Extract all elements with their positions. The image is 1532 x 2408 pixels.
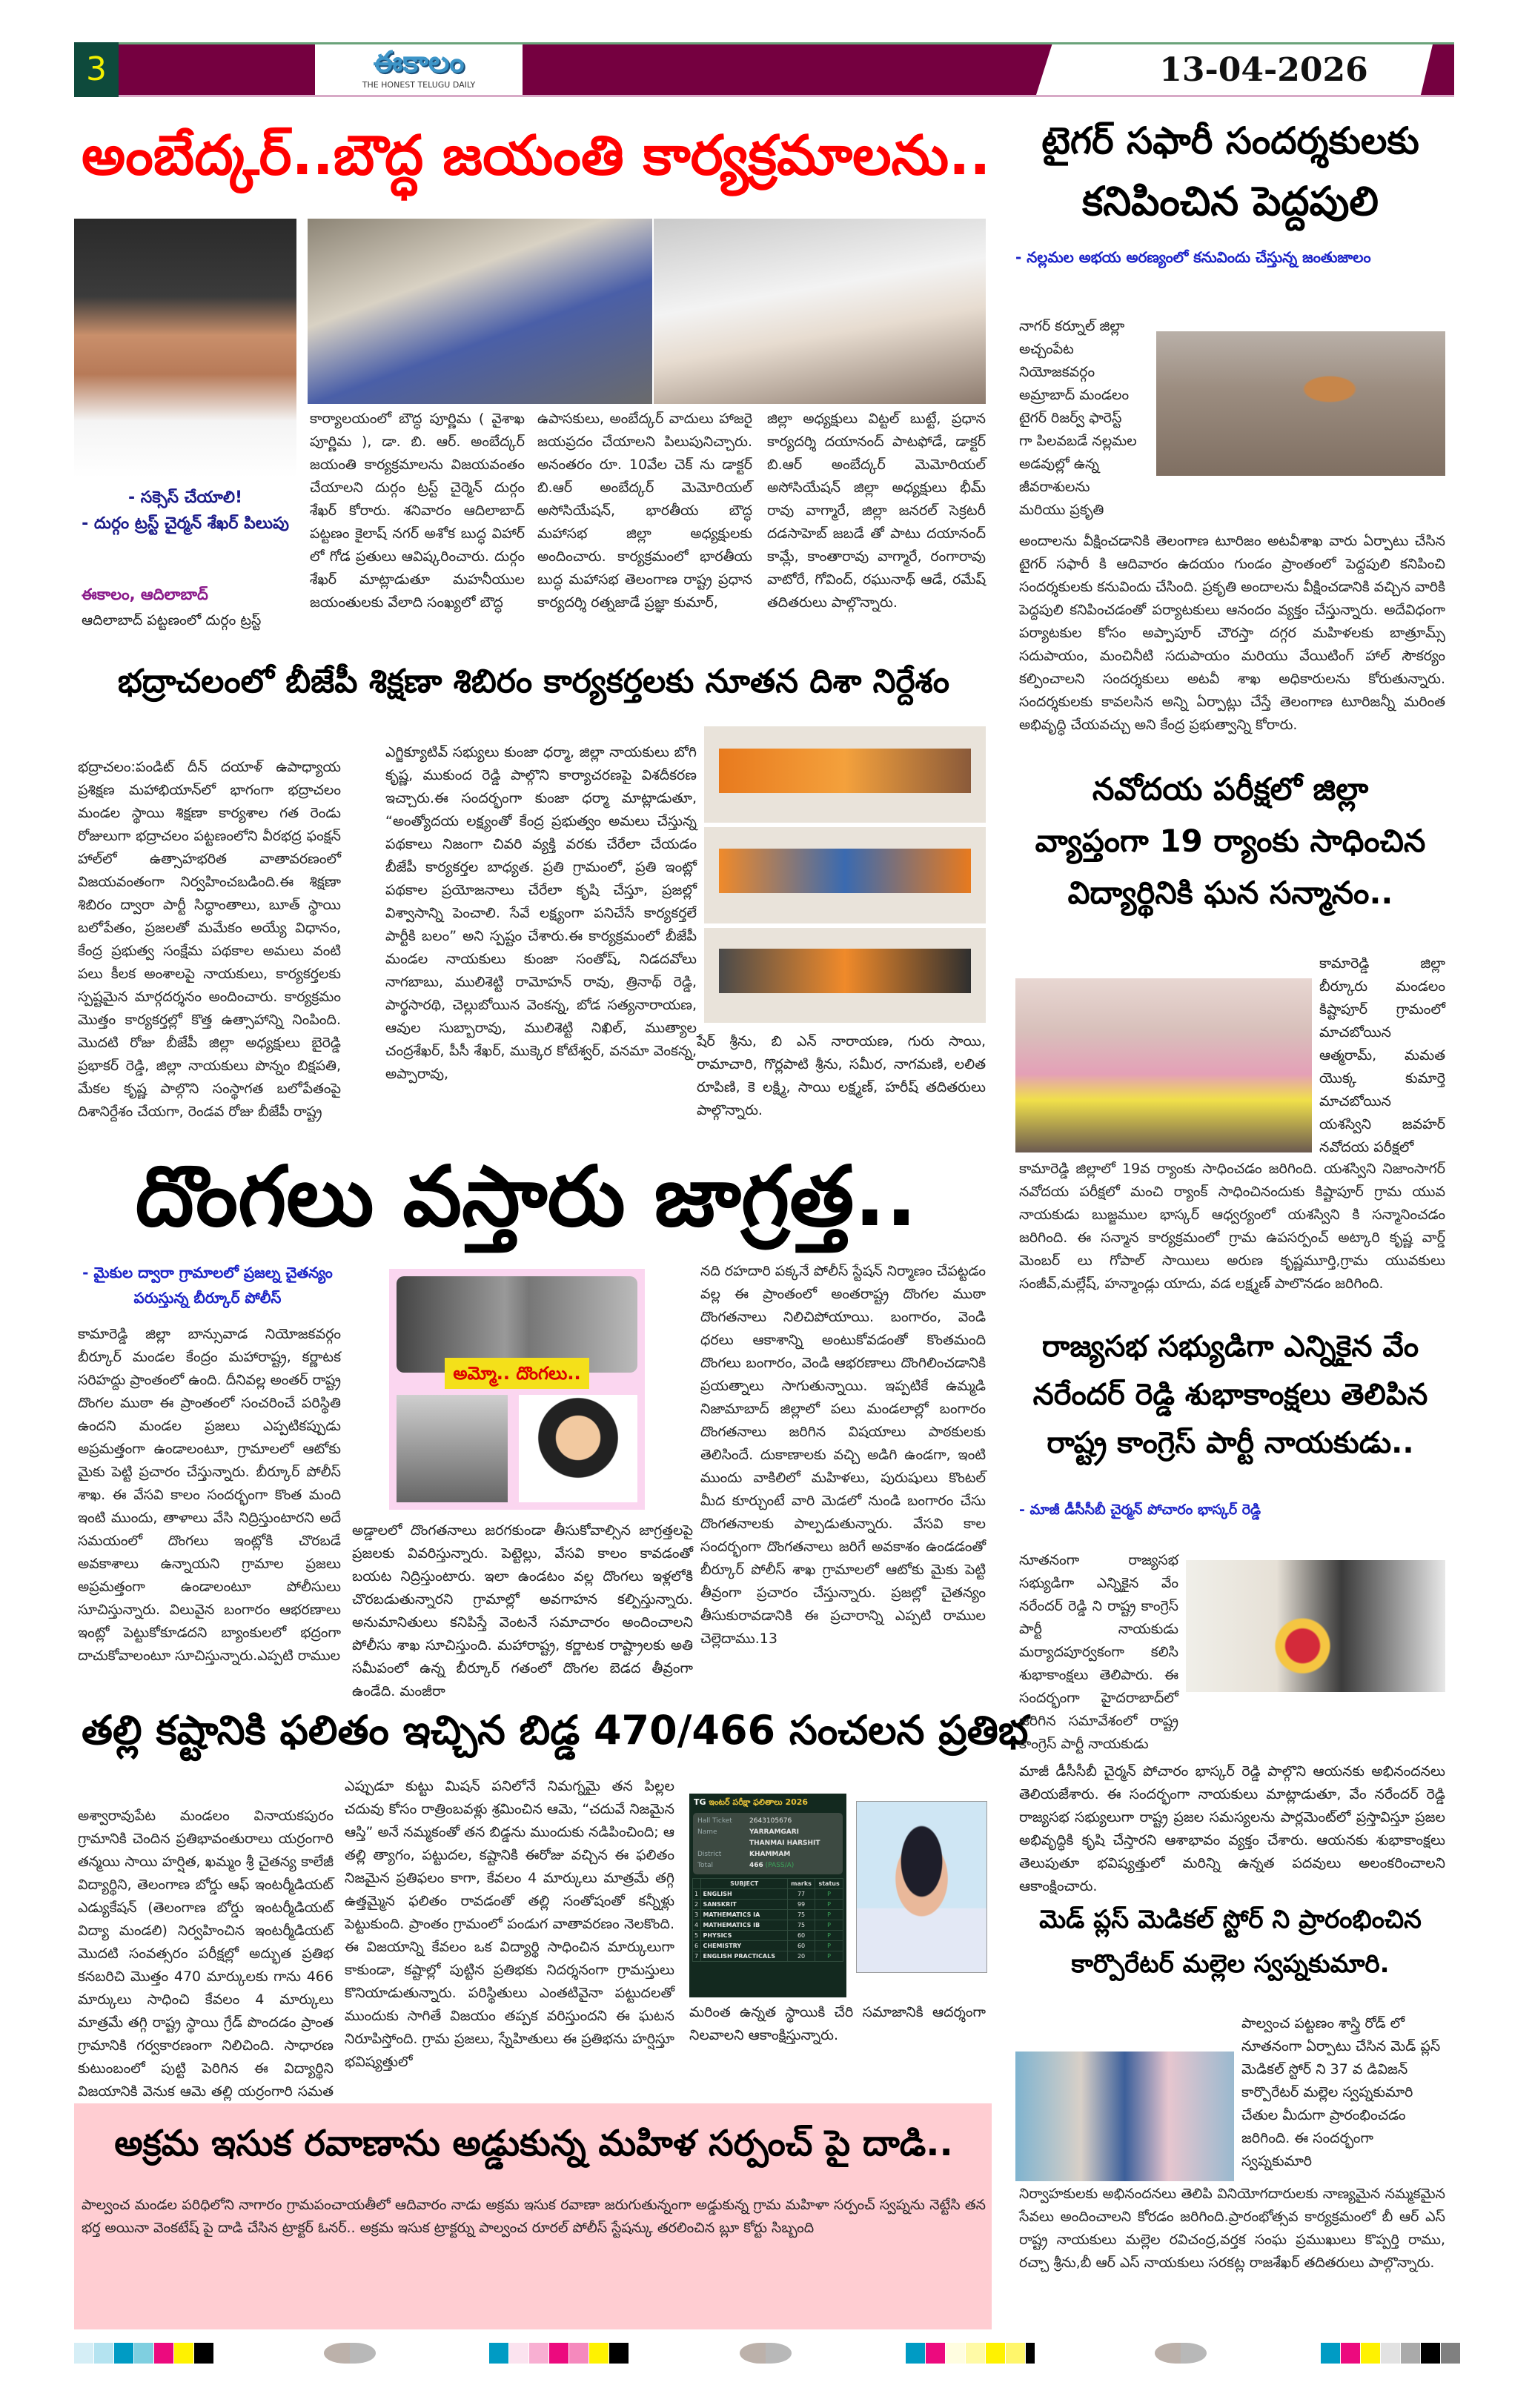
registration-mark [1155,2343,1207,2364]
photo-narender-reddy-greeting [1186,1560,1445,1692]
headline-inter-result: తల్లి కష్టానికి ఫలితం ఇచ్చిన బిడ్డ 470/466 సంచలన ప్రతిభ [82,1707,1029,1754]
photo-cheque-handover [654,219,986,404]
field-value: YARRAMGARI THANMAI HARSHIT [749,1828,820,1847]
illustration-thieves [389,1269,645,1510]
newspaper-logo [315,44,523,95]
field-label: Hall Ticket [697,1817,732,1825]
logo-tagline: THE HONEST TELUGU DAILY [362,80,476,90]
headline-tiger-line2: కనిపించిన పెద్దపులి [1082,178,1379,225]
marks-cell: 60 [787,1941,815,1951]
ambedkar-col4: జిల్లా అధ్యక్షులు విట్టల్ బుట్టే, ప్రధాన కార్యదర్శి దయానంద్ పాటఫోడే, డాక్టర్ బి.ఆర్ అంబేద్కర్ మెమోరియల్ అసోసియేషన్ జిల్లా అధ్యక్షులు భీమ్ రావు వాగ్మారే, జిల్లా జనరల్ సెక్రటరీ దడసాహెబ్ జబడే తో పాటు దయానంద్ కామ్లే, కాంతారావు వాగ్మారే, రంగారావు వాటోరే, గోవింద్, రఘునాథ్ ఆడే, రమేష్ తదితరులు పాల్గొన్నారు. [767,411,986,611]
logo-wordmark: ఈకాలం [373,45,465,79]
headline-navodaya-line1: నవోదయ పరీక్షలో జిల్లా [1092,771,1369,807]
marks-cell: MATHEMATICS IB [701,1920,787,1931]
marks-cell: 60 [787,1931,815,1941]
marks-col-header: status [815,1879,843,1889]
marks-col-header: SUBJECT [701,1879,787,1889]
marks-cell: P [815,1951,843,1962]
inter-col1: అశ్వారావుపేట మండలం వినాయకపురం గ్రామానికి చెందిన ప్రతిభావంతురాలు యర్రంగారి తన్మయి సాయి హర్షిత, ఖమ్మం శ్రీ చైతన్య కాలేజీ విద్యార్థిని, తెలంగాణ బోర్డు ఆఫ్ ఇంటర్మీడియట్ ఎడ్యుకేషన్ (తెలంగాణ బోర్డు ఇంటర్మీడియట్ విద్యా మండలి) నిర్వహించిన ఇంటర్మీడియట్ మొదటి సంవత్సరం పరీక్షల్లో అద్భుత ప్రతిభ కనబరిచి మొత్తం 470 మార్కులకు గాను 466 మార్కులు సాధించి కేవలం 4 మార్కులు మాత్రమే తగ్గి రాష్ట్ర స్థాయి గ్రేడ్ పొందడం ప్రాంత గ్రామానికి గర్వకారణంగా నిలిచింది. సాధారణ కుటుంబంలో పుట్టి పెరిగిన ఈ విద్యార్థిని విజయానికి వెనుక ఆమె తల్లి యర్రంగారి సమత [78,1808,334,2100]
photo-tiger [1156,331,1445,476]
marks-cell: 77 [787,1889,815,1900]
headline-rajyasabha-line1: రాజ్యసభ సభ్యుడిగా ఎన్నికైన వేం [1041,1330,1419,1364]
result-card-tg: TG [694,1797,706,1807]
bhadrachalam-col1: భద్రాచలం:పండిట్ దీన్ దయాళ్ ఉపాధ్యాయ ప్రశిక్షణ మహాభియాన్‌లో భాగంగా భద్రాచలం మండల స్థాయి శిక్షణా కార్యశాల గత రెండు రోజులుగా భద్రాచలం పట్టణంలోని వీరభద్ర ఫంక్షన్ హాల్‌లో ఉత్సాహభరిత వాతావరణంలో విజయవంతంగా నిర్వహించబడింది.ఈ శిక్షణా శిబిరం ద్వారా పార్టీ సిద్ధాంతాలు, బూత్ స్థాయి బలోపేతం, ప్రజలతో మమేకం అయ్యే విధానం, కేంద్ర ప్రభుత్వ సంక్షేమ పథకాల అమలు వంటి పలు కీలక అంశాలపై నాయకులు, కార్యకర్తలకు స్పష్టమైన మార్గదర్శనం అందించారు. కార్యక్రమం మొత్తం కార్యకర్తల్లో కొత్త ఉత్సాహాన్ని నింపింది. మొదటి రోజు బీజేపీ జిల్లా అధ్యక్షులు బైరెడ్డి ప్రభాకర్ రెడ్డి, జిల్లా నాయకులు పొన్నం బిక్షపతి, మేకల కృష్ణ పాల్గొని సంస్థాగత బలోపేతంపై దిశానిర్దేశం చేయగా, రెండవ రోజు బీజేపీ రాష్ట్ర [78,759,341,1120]
bhadrachalam-col2: ఎగ్జిక్యూటివ్ సభ్యులు కుంజా ధర్మా, జిల్లా నాయకులు బోగి కృష్ణ, ముకుంద రెడ్డి పాల్గొని కార్యాచరణపై విశదీకరణ ఇచ్చారు.ఈ సందర్భంగా కుంజా ధర్మా మాట్లాడుతూ, “అంత్యోదయ లక్ష్యంతో కేంద్ర ప్రభుత్వం అమలు చేస్తున్న పథకాలు నిజంగా చివరి వ్యక్తి వరకు చేరేలా చేయడం బీజేపీ కార్యకర్తల బాధ్యత. ప్రతి గ్రామంలో, ప్రతి ఇంట్లో పథకాల ప్రయోజనాలు చేరేలా కృషి చేస్తూ, ప్రజల్లో విశ్వాసాన్ని పెంచాలి. సేవే లక్ష్యంగా పనిచేసే కార్యకర్తలే పార్టీకి బలం” అని స్పష్టం చేశారు.ఈ కార్యక్రమంలో బీజేపీ మండల నాయకులు కుంజా సంతోష్, నిడదవోలు నాగబాబు, ములిశెట్టి రామోహన్ రావు, త్రినాథ్ రెడ్డి, పార్థసారథి, చెల్లుబోయిన వెంకన్న, బోడ సత్యనారాయణ, ఆవుల సుబ్బారావు, ములిశెట్టి నిఖిల్, ముత్యాల చంద్రశేఖర్, పీసీ శేఖర్, ముక్కెర కోటేశ్వర్, వనమా వెంకన్న, అప్పారావు, [385,744,697,1082]
registration-mark [740,2343,792,2364]
rajyasabha-body-side: నూతనంగా రాజ్యసభ సభ్యుడిగా ఎన్నికైన వేం నరేందర్ రెడ్డి ని రాష్ట్ర కాంగ్రెస్ పార్టీ నాయకుడు మర్యాదపూర్వకంగా కలిసి శుభాకాంక్షలు తెలిపారు. ఈ సందర్భంగా హైదరాబాద్‌లో జరిగిన సమావేశంలో రాష్ట్ర కాంగ్రెస్ పార్టీ నాయకుడు [1019,1552,1178,1752]
marks-cell: SANSKRIT [701,1900,787,1910]
photo-poster-launch [308,219,652,404]
sand-body: పాల్వంచ మండల పరిధిలోని నాగారం గ్రామపంచాయతీలో ఆదివారం నాడు అక్రమ ఇసుక రవాణా జరుగుతున్నంగా అడ్డుకున్న గ్రామ మహిళా సర్పంచ్ స్వప్నను నెట్టేసి తన భర్త అయినా వెంకటేష్ పై దాడి చేసిన ట్రాక్టర్ ఓనర్.. అక్రమ ఇసుక ట్రాక్టర్ను పాల్వంచ రూరల్ పోలీస్ స్టేషన్కు తరలించిన బ్లూ కోర్టు సిబ్బంది [82,2197,986,2236]
headline-bhadrachalam: భద్రాచలంలో బీజేపీ శిక్షణా శిబిరం కార్యకర్తలకు నూతన దిశా నిర్దేశం [117,663,950,700]
headline-medplus-line1: మెడ్ ప్లస్ మెడికల్ స్టోర్ ని ప్రారంభించిన [1039,1905,1422,1934]
marks-row [693,1920,843,1931]
thieves-caption: అమ్మో.. దొంగలు.. [445,1358,589,1389]
marks-cell: P [815,1931,843,1941]
rajyasabha-body: మాజీ డీసీసీబీ చైర్మన్ పోచారం భాస్కర్ రెడ్డి పాల్గొని ఆయనకు అభినందనలు తెలియజేశారు. ఈ సందర్భంగా నాయకులు మాట్లాడుతూ, వేం నరేందర్ రెడ్డి రాజ్యసభ సభ్యులుగా రాష్ట్ర ప్రజల సమస్యలను పార్లమెంట్‌లో ప్రస్తావిస్తూ ప్రజల అభివృద్ధికి కృషి చేస్తారని ఆశాభావం వ్యక్తం చేశారు. ఆయనకు శుభాకాంక్షలు తెలుపుతూ భవిష్యత్తులో మరిన్ని ఉన్నత పదవులు అలంకరించాలని ఆకాంక్షించారు. [1019,1763,1445,1894]
headline-sand-mining: అక్రమ ఇసుక రవాణాను అడ్డుకున్న మహిళ సర్పంచ్ పై దాడి.. [114,2123,953,2164]
marks-cell: 2 [693,1900,701,1910]
marks-col-header: marks [787,1879,815,1889]
photo-navodaya-felicitation [1015,978,1312,1152]
registration-mark [324,2343,376,2364]
marks-cell: P [815,1910,843,1920]
issue-date: 13-04-2026 [1159,51,1368,89]
marks-cell: P [815,1889,843,1900]
result-card [689,1794,846,1997]
marks-cell: CHEMISTRY [701,1941,787,1951]
field-label: Name [697,1828,717,1836]
marks-cell: 1 [693,1889,701,1900]
page-number: 3 [74,42,119,97]
ambedkar-col2: కార్యాలయంలో బౌద్ధ పూర్ణిమ ( వైశాఖ పూర్ణిమ ), డా. బి. ఆర్. అంబేద్కర్ జయంతి కార్యక్రమాలను విజయవంతం చేయాలని దుర్గం ట్రస్ట్ చైర్మెన్ దుర్గం శేఖర్ కోరారు. శనివారం ఆదిలాబాద్ పట్టణం కైలాష్ నగర్ అశోక బుద్ధ విహార్ లో గోడ ప్రతులు ఆవిష్కరించారు. దుర్గం శేఖర్ మాట్లాడుతూ మహనీయుల జయంతులకు వేలాది సంఖ్యలో బౌద్ధ [310,411,525,611]
color-bar-4 [1321,2343,1460,2364]
headline-rajyasabha-line2: నరేందర్ రెడ్డి శుభాకాంక్షలు తెలిపిన [1032,1378,1428,1412]
headline-navodaya-line3: విద్యార్థినికి ఘన సన్మానం.. [1067,875,1393,911]
ambedkar-col3: ఉపాసకులు, అంబేద్కర్ వాదులు హాజరై జయప్రదం చేయాలని పిలుపునిచ్చారు. అనంతరం రూ. 10వేల చెక్ ను డాక్టర్ బి.ఆర్ అంబేద్కర్ మెమోరియల్ అసోసియేషన్, భారతీయ బౌద్ధ మహాసభ జిల్లా అధ్యక్షులకు అందించారు. కార్యక్రమంలో భారతీయ బుద్ధ మహాసభ తెలంగాణ రాష్ట్ర ప్రధాన కార్యదర్శి రత్నజాడే ప్రజ్ఞా కుమార్, [537,411,752,611]
subhead-nallamala: - నల్లమల అభయ అరణ్యంలో కనువిందు చేస్తున్న జంతుజాలం [1015,248,1371,266]
marks-cell: 5 [693,1931,701,1941]
marks-cell: 99 [787,1900,815,1910]
thieves-col3: నది రహదారి పక్కనే పోలీస్ స్టేషన్ నిర్మాణం చేపట్టడం వల్ల ఈ ప్రాంతంలో అంతరాష్ట్ర దొంగల ముఠా దొంగతనాలు నిలిచిపోయాయి. బంగారం, వెండి ధరలు ఆకాశాన్ని అంటుకోవడంతో కొంతమంది దొంగలు బంగారం, వెండి ఆభరణాలు దొంగిలించడానికి ప్రయత్నాలు సాగుతున్నాయి. ఇప్పటికే ఉమ్మడి నిజామాబాద్ జిల్లాలో పలు మండలాల్లో బంగారం దొంగతనాలు జరిగిన విషయాలు పాఠకులకు తెలిసిందే. దుకాణాలకు వచ్చి అడిగి ఉండగా, ఇంటి ముందు వాకిలిలో మహిళలు, పురుషులు కొంటల్ మీద కూర్చుంటే వారి మెడలో నుండి బంగారం చేసు దొంగతనాలకు పాల్పడుతున్నారు. వేసవి కాల సందర్భంగా దొంగతనాలు జరిగే అవకాశం ఉండడంతో బీర్కూర్ పోలీస్ శాఖ గ్రామాలలో ఆటోకు మైకు పెట్టి తీవ్రంగా ప్రచారం చేస్తున్నారు. ప్రజల్లో చైతన్యం తీసుకురావడానికి ఈ ప్రచారాన్ని ఎప్పటి రాముల చెల్లెదాము.13 [700,1263,986,1647]
medplus-body-side: పాల్వంచ పట్టణం శాస్త్రి రోడ్ లో నూతనంగా ఏర్పాటు చేసిన మెడ్ ప్లస్ మెడికల్ స్టోర్ ని 37 వ డివిజన్ కార్పొరేటర్ మల్లెల స్వప్నకుమారి చేతుల మీదుగా ప్రారంభించడం జరిగింది. ఈ సందర్భంగా స్వప్నకుమారి [1241,2015,1441,2169]
marks-cell: 7 [693,1951,701,1962]
marks-row [693,1889,843,1900]
marks-cell: ENGLISH [701,1889,787,1900]
thieves-col2: అడ్డాలలో దొంగతనాలు జరగకుండా తీసుకోవాల్సిన జాగ్రత్తలపై ప్రజలకు వివరిస్తున్నారు. పెట్టెల్లు, వేసవి కాలం కావడంతో బయట నిద్రిస్తుంటారు. ఇలా ఉండటం వల్ల దొంగలు ఇళ్లలోకి చొరబడుతున్నారని గ్రామాల్లో అవగాహన కల్పిస్తున్నారు. అనుమానితులు కనిపిస్తే వెంటనే సమాచారం అందించాలని పోలీసు శాఖ సూచిస్తుంది. మహారాష్ట్ర, కర్ణాటక రాష్ట్రాలకు అతి సమీపంలో ఉన్న బీర్కూర్ గతంలో దొంగల బెడద తీవ్రంగా ఉండేది. మంజీరా [352,1522,693,1699]
headline-ambedkar: అంబేద్కర్..బౌద్ధ జయంతి కార్యక్రమాలను.. [82,124,991,188]
marks-cell: P [815,1900,843,1910]
tiger-body-side: నాగర్ కర్నూల్ జిల్లా అచ్చంపేట నియోజకవర్గం అమ్రాబాద్ మండలం టైగర్ రిజర్వ్ ఫారెస్ట్ గా పిలవబడే నల్లమల అడవుల్లో ఉన్న జీవరాశులను మరియు ప్రకృతి [1019,318,1137,518]
marks-cell: 75 [787,1920,815,1931]
field-status: (PASS/A) [765,1862,795,1869]
inter-col2: ఎప్పుడూ కుట్టు మిషన్ పనిలోనే నిమగ్నమై తన పిల్లల చదువు కోసం రాత్రింబవళ్లు శ్రమించిన ఆమె, “చదువే నిజమైన ఆస్తి” అనే నమ్మకంతో తన బిడ్డను ముందుకు నడిపించింది; ఆ తల్లి త్యాగం, పట్టుదల, కష్టానికి ఈరోజు వచ్చిన ఈ ఫలితం నిజమైన ప్రతిఫలం కాగా, కేవలం 4 మార్కులు మాత్రమే తగ్గి ఉత్తమ్మైన ఫలితం రావడంతో తల్లి సంతోషంతో కన్నీళ్లు పెట్టుకుంది. ప్రాంతం గ్రామంలో పండుగ వాతావరణం నెలకొంది. ఈ విజయాన్ని కేవలం ఒక విద్యార్థి సాధించిన మార్కులుగా కాకుండా, కష్టాల్లో పుట్టిన ప్రతిభకు నిదర్శనంగా గ్రామస్తులు కొనియాడుతున్నారు. పరిస్థితులు ఎంతటివైనా పట్టుదలతో ముందుకు సాగితే విజయం తప్పక వరిస్తుందని ఈ ఘటన నిరూపిస్తోంది. గ్రామ ప్రజలు, స్నేహితులు ఈ ప్రతిభను హర్షిస్తూ భవిష్యత్తులో [345,1778,674,2070]
marks-cell: 75 [787,1910,815,1920]
marks-cell: 3 [693,1910,701,1920]
marks-table [692,1878,843,1962]
marks-row [693,1931,843,1941]
marks-cell: ENGLISH PRACTICALS [701,1951,787,1962]
headline-thieves: దొంగలు వస్తారు జాగ్రత్త.. [135,1149,918,1245]
photo-bjp-training-camp [704,726,986,1023]
marks-col-header [693,1879,701,1889]
field-value: 2643105676 [749,1817,792,1825]
headline-navodaya-line2: వ్యాప్తంగా 19 ర్యాంకు సాధించిన [1035,823,1426,859]
marks-row [693,1900,843,1910]
photo-durgam-shekar [74,219,296,478]
field-value: KHAMMAM [749,1851,791,1858]
inter-col3: మరింత ఉన్నత స్థాయికి చేరి సమాజానికి ఆదర్శంగా నిలవాలని ఆకాంక్షిస్తున్నారు. [689,2004,986,2043]
color-bar-2 [489,2343,629,2364]
thieves-col1: కామారెడ్డి జిల్లా బాన్సువాడ నియోజకవర్గం బీర్కూర్ మండల కేంద్రం మహారాష్ట్ర, కర్ణాటక సరిహద్దు ప్రాంతంలో ఉంది. దీనివల్ల అంతర్ రాష్ట్ర దొంగల ముఠా ఈ ప్రాంతంలో సంచరించే పరిస్థితి ఉందని మండల ప్రజలు ఎప్పటికప్పుడు అప్రమత్తంగా ఉండాలంటూ, గ్రామాలలో ఆటోకు మైకు పెట్టి ప్రచారం చేస్తున్నారు. బీర్కూర్ పోలీస్ శాఖ. ఈ వేసవి కాలం సందర్భంగా కొంత మంది ఇంటి ముందు, తాళాలు వేసి నిద్రిస్తుంటారని అదే సమయంలో దొంగలు ఇంట్లోకి చొరబడే అవకాశాలు ఉన్నాయని గ్రామాల ప్రజలు అప్రమత్తంగా ఉండాలంటూ పోలీసులు సూచిస్తున్నారు. విలువైన బంగారం ఆభరణాలు ఇంట్లో పెట్టుకోకూడదని బ్యాంకులలో భద్రంగా దాచుకోవాలంటూ సూచిస్తున్నారు.ఎప్పటి రాముల [78,1326,341,1664]
marks-row [693,1910,843,1920]
thief-cartoon-icon [519,1395,637,1502]
headline-medplus-line2: కార్పొరేటర్ మల్లెల స్వప్నకుమారి. [1071,1949,1390,1979]
photo-medplus-opening [1015,2052,1234,2181]
subhead-success: - సక్సెస్ చేయాలి! [128,488,242,507]
field-label: District [697,1851,722,1858]
headline-tiger-line1: టైగర్ సఫారీ సందర్శకులకు [1041,119,1419,162]
headline-rajyasabha-line3: రాష్ట్ర కాంగ్రెస్ పార్టీ నాయకుడు.. [1047,1426,1414,1460]
color-bar-1 [74,2343,213,2364]
field-value: 466 [749,1862,763,1869]
marks-cell: 6 [693,1941,701,1951]
medplus-body: నిర్వాహకులకు అభినందనలు తెలిపి వినియోగదారులకు నాణ్యమైన నమ్మకమైన సేవలు అందించాలని కోరడం జరిగింది.ప్రారంభోత్సవ కార్యక్రమంలో బీ ఆర్ ఎస్ రాష్ట్ర నాయకులు మల్లెల రవిచంద్ర,వర్తక సంఘ ప్రముఖులు కొప్పర్తి రాము, రచ్చా శ్రీను,బీ ఆర్ ఎస్ నాయకులు సరకట్ల రాజశేఖర్ తదితరులు పాల్గొన్నారు. [1019,2186,1445,2271]
navodaya-body: కామారెడ్డి జిల్లాలో 19వ ర్యాంకు సాధించడం జరిగింది. యశస్విని నిజాంసాగర్ నవోదయ పరీక్షలో మంచి ర్యాంక్ సాధించినందుకు కిష్టాపూర్ గ్రామ యువ నాయకుడు బుజ్జముల భాస్కర్ ఆధ్వర్యంలో యశస్విని కి సన్మానించడం జరిగింది. ఈ సన్మాన కార్యక్రమంలో గ్రామ ఉపసర్పంచ్ అట్కారి కృష్ణ వార్డ్ మెంబర్ లు గోపాల్ సాయిలు అరుణ కృష్ణమూర్తి,గ్రామ యువకులు సంజీవ్,మల్లేష్, హన్మాండ్లు యాదు, వడ లక్ష్మణ్ పాలొనడం జరిగింది. [1019,1161,1445,1292]
tiger-body: అందాలను వీక్షించడానికి తెలంగాణ టూరిజం అటవీశాఖ వారు ఏర్పాటు చేసిన టైగర్ సఫారీ కి ఆదివారం ఉదయం గుండం ప్రాంతంలో పెద్దపులి కనిపించి సందర్శకులకు కనువిందు చేసింది. ప్రకృతి అందాలను వీక్షించడానికి వచ్చిన వారికి పెద్దపులి కనిపించడంతో పర్యాటకులు ఆనందం వ్యక్తం చేస్తున్నారు. అదేవిధంగా పర్యాటకుల కోసం అప్పాపూర్ చౌరస్తా దగ్గర మహిళలకు బాత్రూమ్స్ సదుపాయం, మంచినీటి సదుపాయం మరియు వేయిటింగ్ హాల్ సౌకర్యం కల్పించాలని సందర్శకులు అటవీ శాఖ అధికారులను కోరుతున్నారు. సందర్శకులకు కావలసిన అన్ని ఏర్పాట్లు చేస్తే తెలంగాణ టూరిజన్నీ మరింత అభివృద్ధి చేయవచ్చు అని కేంద్ర ప్రభుత్వాన్ని కోరారు. [1019,533,1445,733]
dateline: ఈకాలం, ఆదిలాబాద్ [82,586,208,603]
marks-cell: MATHEMATICS IA [701,1910,787,1920]
marks-cell: P [815,1941,843,1951]
color-bar-3 [906,2343,1035,2364]
bhadrachalam-col3: షేర్ శ్రీను, బి ఎన్ నారాయణ, గురు సాయి, రామాచారి, గొర్లపాటి శ్రీను, సమీర, నాగమణి, లలిత రూపిణి, కె లక్ష్మి, సాయి లక్ష్మణ్, హరీష్ తదితరులు పాల్గొన్నారు. [697,1033,986,1118]
marks-row [693,1941,843,1951]
navodaya-body-side: కామారెడ్డి జిల్లా బీర్కూరు మండలం కిష్టాపూర్ గ్రామంలో మాచబోయిన ఆత్మరామ్, మమత యొక్క కుమార్తె మాచబోయిన యశస్విని జవహర్ నవోదయ పరీక్షలో [1319,955,1445,1155]
marks-cell: 20 [787,1951,815,1962]
photo-student-harshitha [856,1801,987,1973]
marks-cell: PHYSICS [701,1931,787,1941]
marks-cell: 4 [693,1920,701,1931]
subhead-pocharam: - మాజీ డీసీసీబీ చైర్మన్ పోచారం భాస్కర్ రెడ్డి [1019,1502,1261,1518]
subhead-birkur-police: - మైకుల ద్వారా గ్రామాలలో ప్రజల్న చైతన్యం పరుస్తున్న బీర్కూర్ పోలీస్ [82,1264,333,1307]
marks-row [693,1951,843,1962]
result-card-title: ఇంటర్ పరీక్షా ఫలితాలు 2026 [709,1797,809,1807]
subhead-trust-chairman: - దుర్గం ట్రస్ట్ చైర్మన్ శేఖర్ పిలుపు [82,514,289,533]
ambedkar-col1: ఆదిలాబాద్ పట్టణంలో దుర్గం ట్రస్ట్ [82,612,262,628]
marks-cell: P [815,1920,843,1931]
field-label: Total [697,1862,714,1869]
